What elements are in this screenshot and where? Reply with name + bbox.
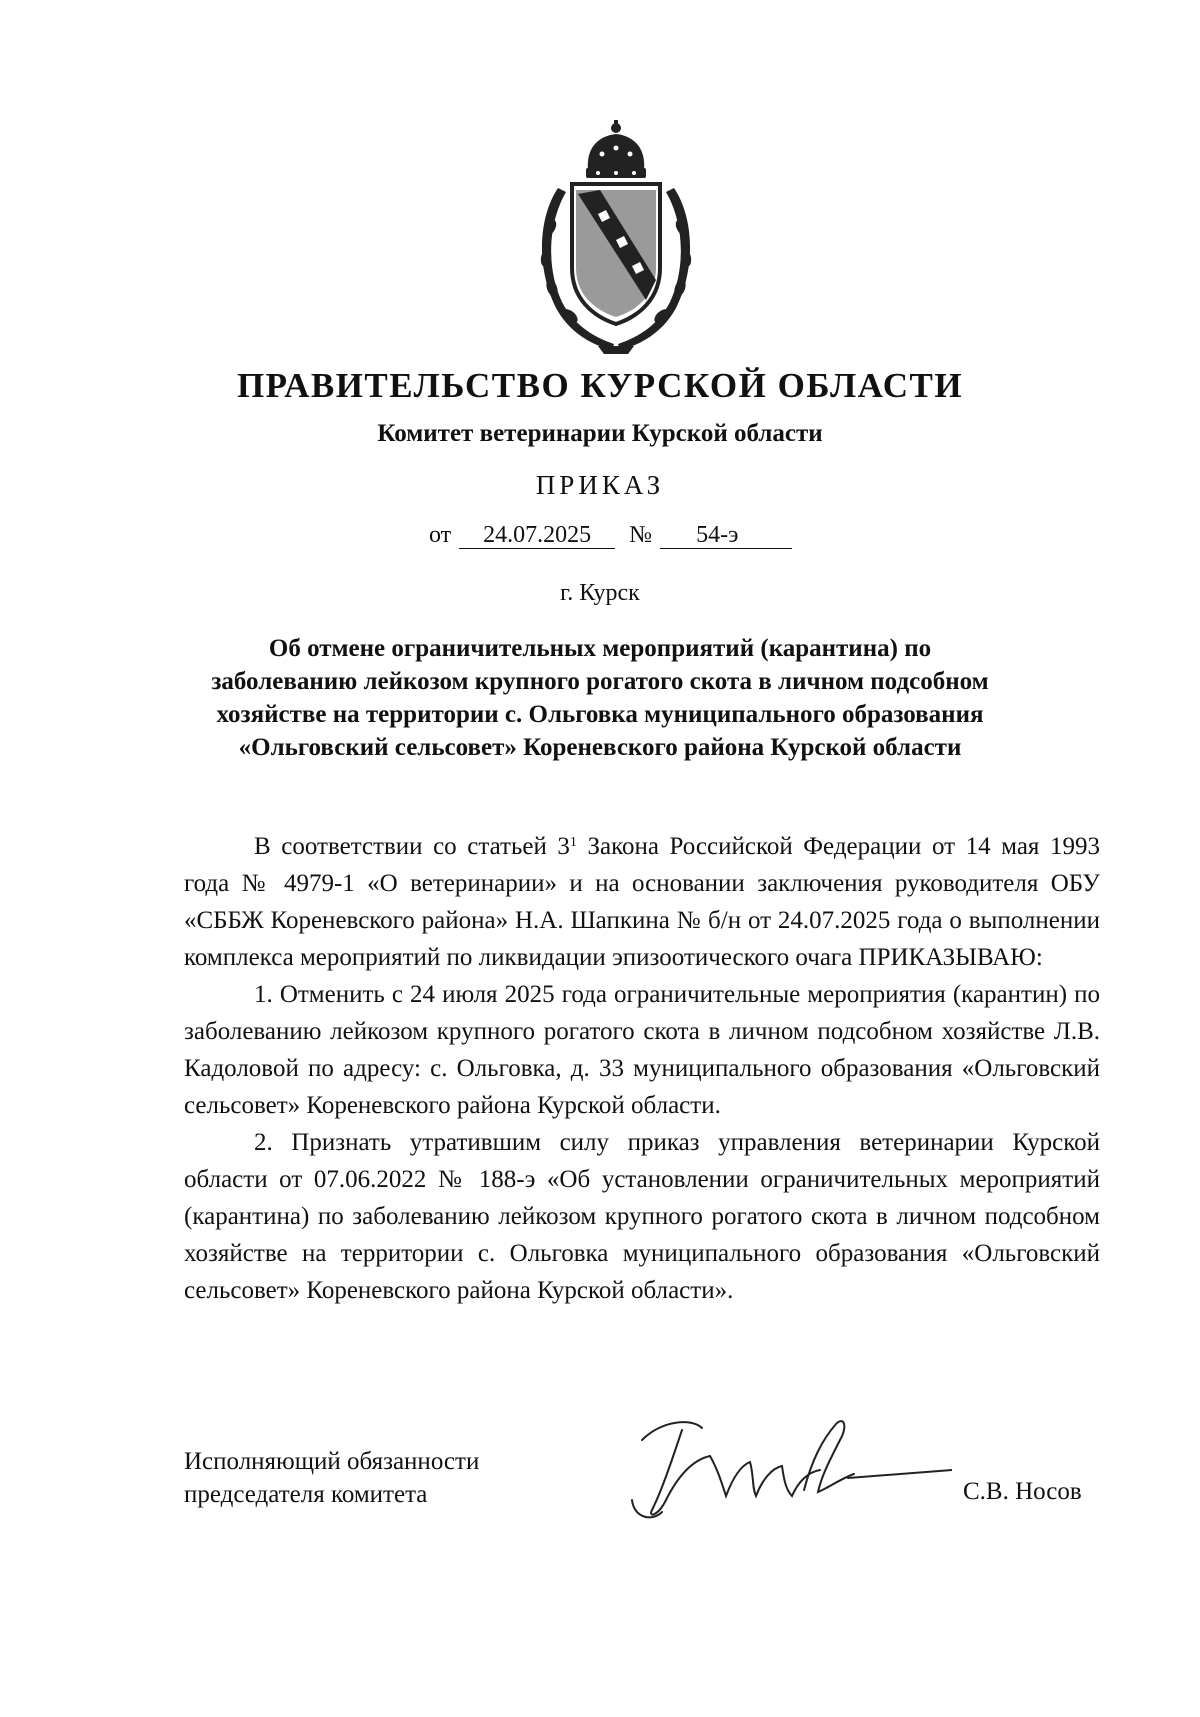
coat-of-arms-icon [528,118,704,354]
order-body [184,828,1100,1309]
order-number: 54-э [660,522,792,549]
order-date: 24.07.2025 [459,522,615,549]
signatory-name: С.В. Носов [963,1478,1082,1505]
title-line: заболеванию лейкозом крупного рогатого скота в личном подсобном [211,668,989,695]
date-prefix: от [429,522,452,548]
title-line: хозяйстве на территории с. Ольговка муниципального образования [216,701,984,728]
order-item-1: 1. Отменить с 24 июля 2025 года ограничительные мероприятия (карантин) по заболеванию лейкозом крупного рогатого скота в личном подсобном хозяйстве Л.В. Кадоловой по адресу: с. Ольговка, д. 33 муниципального образования «Ольговский сельсовет» Кореневского района Курской области. [184,981,1100,1119]
document-type: ПРИКАЗ [535,470,665,500]
signatory-position: Исполняющий обязанности председателя комитета [184,1448,480,1508]
government-name: ПРАВИТЕЛЬСТВО КУРСКОЙ ОБЛАСТИ [236,366,964,405]
title-line: «Ольговский сельсовет» Кореневского района Курской области [238,734,962,761]
city: г. Курск [560,580,640,606]
order-title [0,632,1200,764]
order-date-number [429,522,792,549]
order-item-2: 2. Признать утратившим силу приказ управления ветеринарии Курской области от 07.06.2022 № 188-э «Об установлении ограничительных мероприятий (карантина) по заболеванию лейкозом крупного рогатого скота в личном подсобном хозяйстве на территории с. Ольговка муниципального образования «Ольговский сельсовет» Кореневского района Курской области». [184,1129,1100,1304]
title-line: Об отмене ограничительных мероприятий (карантина) по [268,635,932,662]
preamble-paragraph: В соответствии со статьей $3^1$ Закона Российской Федерации от 14 мая 1993 года № 4979-1 «О ветеринарии» и на основании заключения руководителя ОБУ «СББЖ Кореневского района» Н.А. Шапкина № б/н от 24.07.2025 года о выполнении комплекса мероприятий по ликвидации эпизоотического очага ПРИКАЗЫВАЮ: [184,833,1100,971]
number-prefix: № [629,522,653,548]
committee-name: Комитет ветеринарии Курской области [377,420,823,447]
handwritten-signature [622,1400,952,1525]
